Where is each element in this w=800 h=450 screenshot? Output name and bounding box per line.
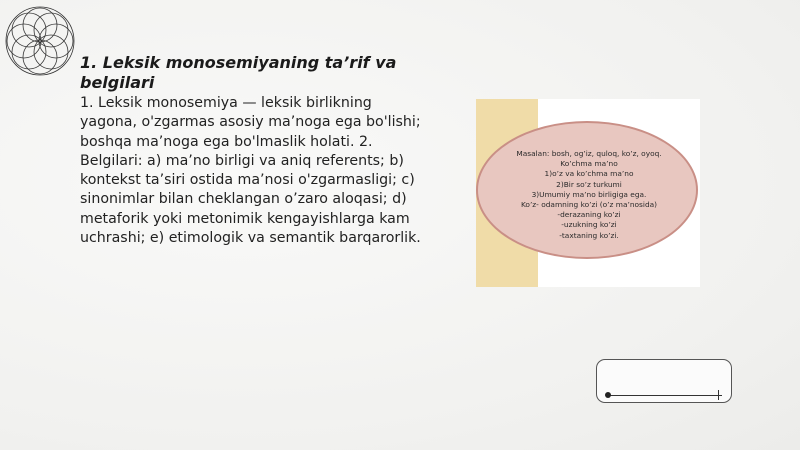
seek-handle[interactable] — [605, 392, 611, 398]
figure-line: -uzukning ko’zi — [561, 220, 617, 230]
figure-line: -taxtaning ko’zi. — [559, 230, 619, 240]
figure-line: Ko’z- odamning ko’zi (o’z ma’nosida) — [520, 200, 658, 210]
slide-title: 1. Leksik monosemiyaning ta’rif va belgilari — [80, 53, 397, 92]
end-marker-tick — [715, 395, 722, 396]
media-player — [596, 359, 732, 403]
example-figure — [476, 99, 700, 287]
figure-line: -derazaning ko’zi — [557, 210, 621, 220]
slide-body-text: 1. Leksik monosemiya — leksik birlikning yagona, o'zgarmas asosiy ma’noga ega bo'lishi; boshqa ma’noga ega bo'lmaslik holati. 2. Belgilari: a) ma’no birligi va aniq referents; b) kontekst ta’siri ostida ma’nosi o'zgarmasligi; c) sinonimlar bilan cheklangan o’zaro aloqasi; d) metaforik yoki metonimik kengayishlarga kam uchrashi; e) etimologik va semantik barqarorlik. — [80, 95, 421, 247]
figure-line: 2)Bir so’z turkumi — [556, 179, 622, 189]
geometric-ornament-icon — [4, 3, 76, 79]
figure-line: 3)Umumiy ma’no birligiga ega. — [531, 189, 647, 199]
figure-line: 1)o’z va ko’chma ma’no — [544, 169, 634, 179]
seek-bar[interactable] — [608, 395, 721, 396]
figure-line: Masalan: bosh, og’iz, quloq, ko’z, oyoq. — [516, 149, 662, 158]
figure-line: Ko’chma ma’no — [560, 159, 618, 169]
figure-text — [494, 149, 684, 241]
